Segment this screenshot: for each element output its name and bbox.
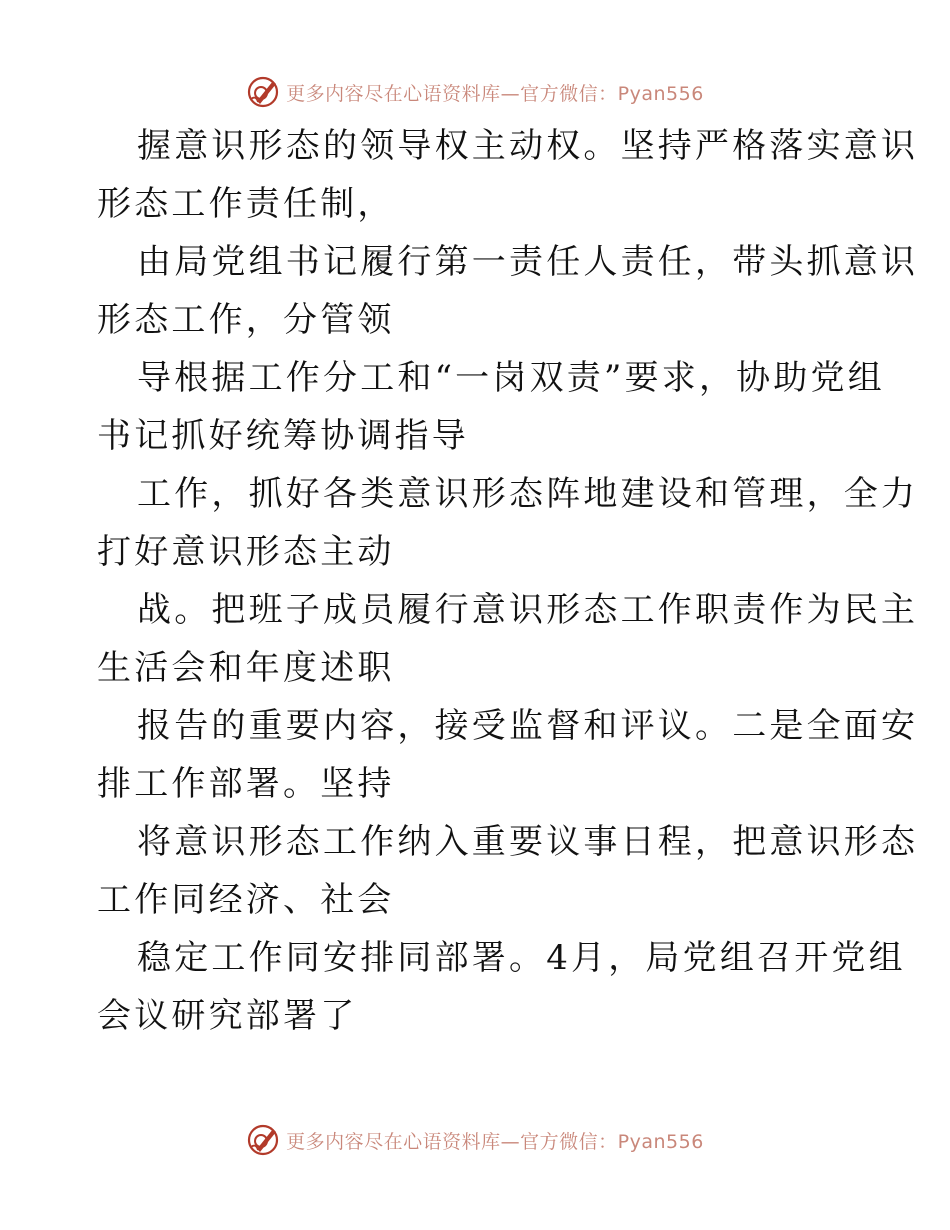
text-line: 将意识形态工作纳入重要议事日程，把意识形态 xyxy=(137,822,919,862)
pen-circle-logo-icon xyxy=(246,1123,280,1157)
paragraph xyxy=(97,697,919,813)
paragraph xyxy=(97,813,919,929)
pen-circle-logo-icon xyxy=(246,75,280,109)
text-line: 报告的重要内容，接受监督和评议。二是全面安 xyxy=(137,706,919,746)
text-line: 生活会和年度述职 xyxy=(97,648,395,688)
paragraph xyxy=(97,117,919,233)
text-line: 握意识形态的领导权主动权。坚持严格落实意识 xyxy=(137,126,919,166)
text-line: 形态工作，分管领 xyxy=(97,300,395,340)
header-watermark xyxy=(0,72,950,112)
text-line: 战。把班子成员履行意识形态工作职责作为民主 xyxy=(137,590,919,630)
text-line: 工作同经济、社会 xyxy=(97,880,395,920)
text-line: 排工作部署。坚持 xyxy=(97,764,395,804)
paragraph xyxy=(97,233,919,349)
text-line: 书记抓好统筹协调指导 xyxy=(97,416,469,456)
watermark-text: 更多内容尽在心语资料库—官方微信：Pyan556 xyxy=(286,1130,704,1153)
text-line: 由局党组书记履行第一责任人责任，带头抓意识 xyxy=(137,242,919,282)
watermark-text: 更多内容尽在心语资料库—官方微信：Pyan556 xyxy=(286,82,704,105)
paragraph xyxy=(97,465,919,581)
text-line: 导根据工作分工和“一岗双责”要求，协助党组 xyxy=(137,358,885,398)
document-body xyxy=(97,117,919,1045)
text-line: 打好意识形态主动 xyxy=(97,532,395,572)
footer-watermark xyxy=(0,1120,950,1160)
text-line: 工作，抓好各类意识形态阵地建设和管理，全力 xyxy=(137,474,919,514)
paragraph xyxy=(97,349,885,465)
text-line: 会议研究部署了 xyxy=(97,996,358,1036)
text-line: 稳定工作同安排同部署。4月，局党组召开党组 xyxy=(137,938,906,978)
text-line: 形态工作责任制， xyxy=(97,184,395,224)
paragraph xyxy=(97,929,906,1045)
paragraph xyxy=(97,581,919,697)
